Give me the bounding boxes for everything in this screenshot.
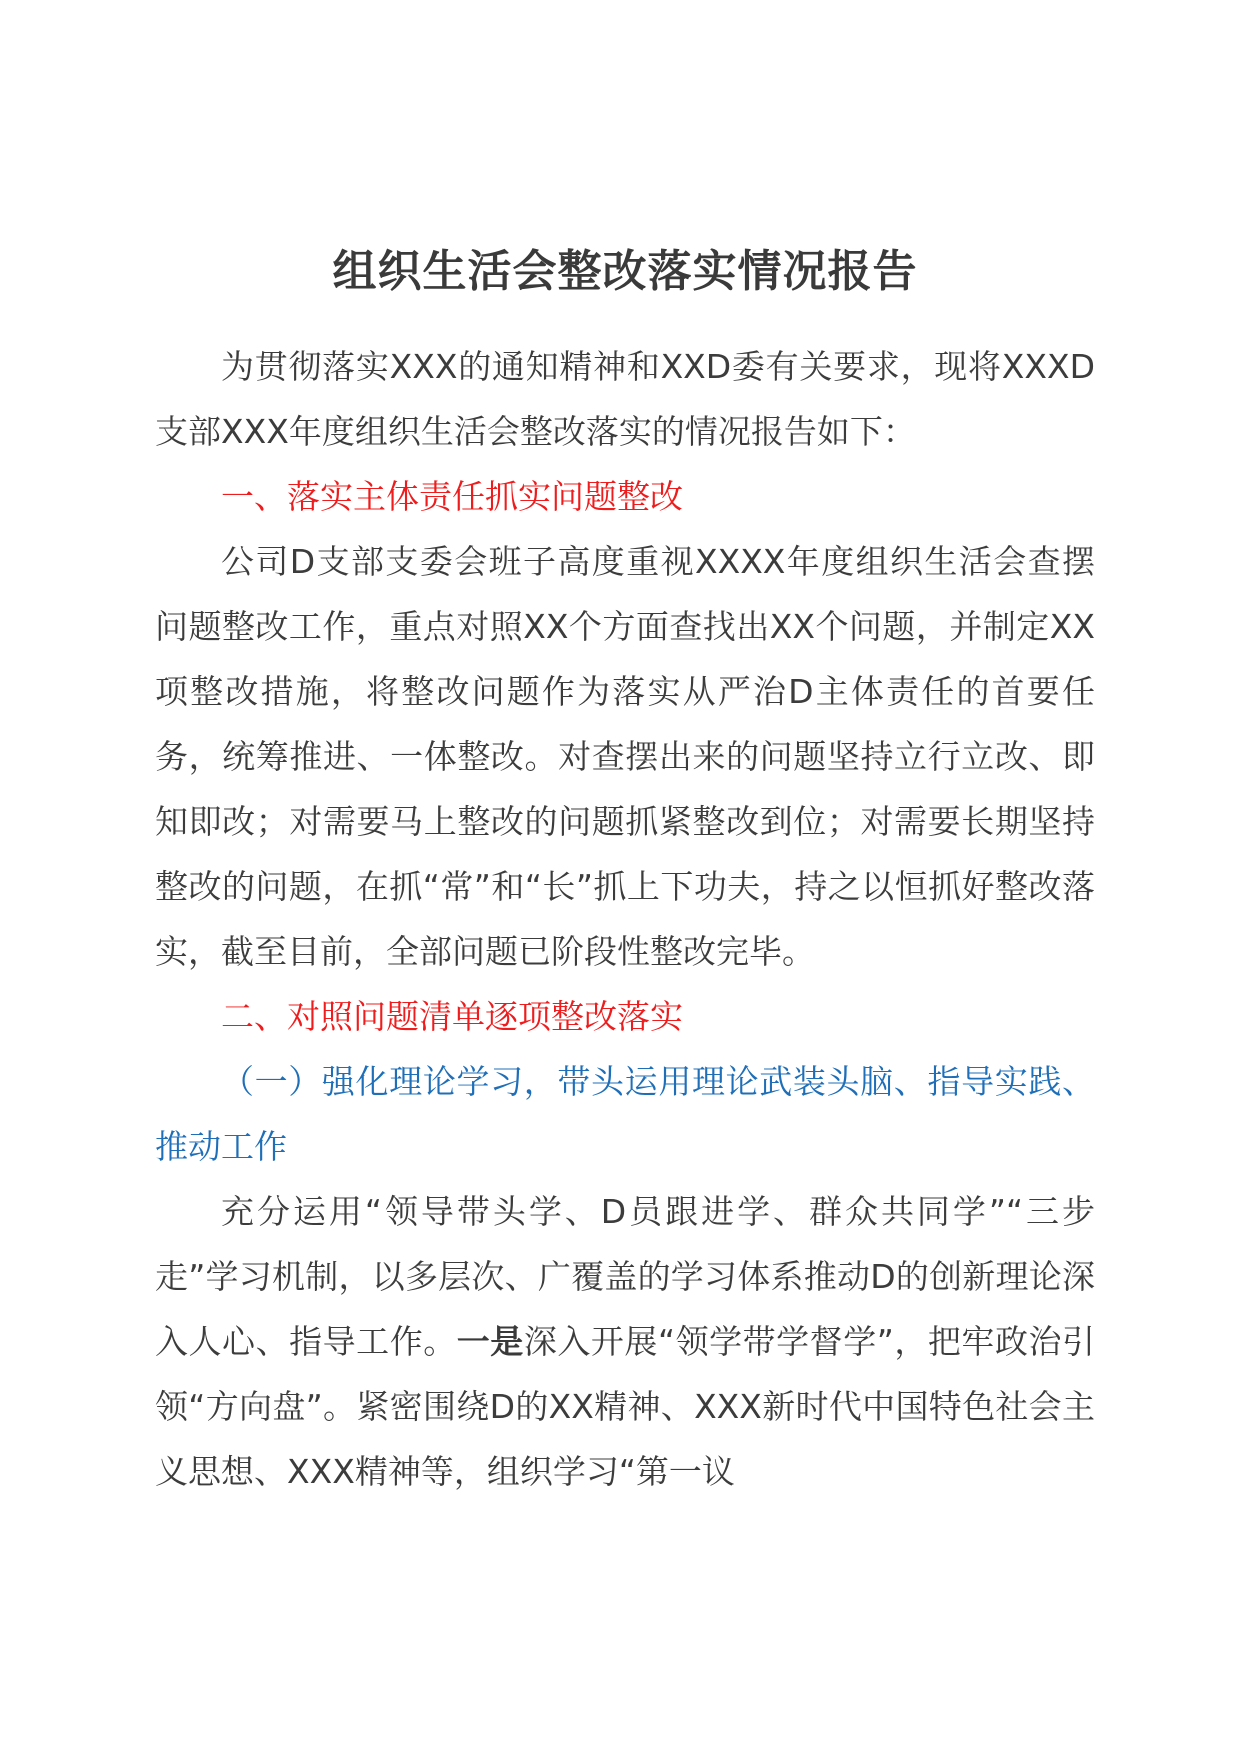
document-body [155,334,1095,1504]
page-title: 组织生活会整改落实情况报告 [332,246,918,297]
bold-marker: 一是 [456,1322,524,1361]
section-1-paragraph: 公司D支部支委会班子高度重视XXXX年度组织生活会查摆问题整改工作，重点对照XX个方面查找出XX个问题，并制定XX项整改措施，将整改问题作为落实从严治D主体责任的首要任务，统筹推进、一体整改。对查摆出来的问题坚持立行立改、即知即改；对需要马上整改的问题抓紧整改到位；对需要长期坚持整改的问题，在抓“常”和“长”抓上下功夫，持之以恒抓好整改落实，截至目前，全部问题已阶段性整改完毕。 [155,542,1095,971]
section-2-paragraph [155,1179,1095,1504]
section-2-paragraph-start: 充分运用“领导带头学、D员跟进学、群众共同学”“三步走”学习机制，以多层次、广覆盖的学习体系推动D的创新理论深入人心、指导工作。 [155,1192,1095,1361]
section-1-heading: 一、落实主体责任抓实问题整改 [221,477,683,516]
intro-paragraph: 为贯彻落实XXX的通知精神和XXD委有关要求，现将XXXD支部XXX年度组织生活会整改落实的情况报告如下： [155,347,1095,451]
section-2-subheading: （一）强化理论学习，带头运用理论武装头脑、指导实践、推动工作 [155,1062,1095,1166]
section-2-heading: 二、对照问题清单逐项整改落实 [221,997,683,1036]
section-2-paragraph-end: 深入开展“领学带学督学”，把牢政治引领“方向盘”。紧密围绕D的XX精神、XXX新时代中国特色社会主义思想、XXX精神等，组织学习“第一议 [155,1322,1096,1491]
